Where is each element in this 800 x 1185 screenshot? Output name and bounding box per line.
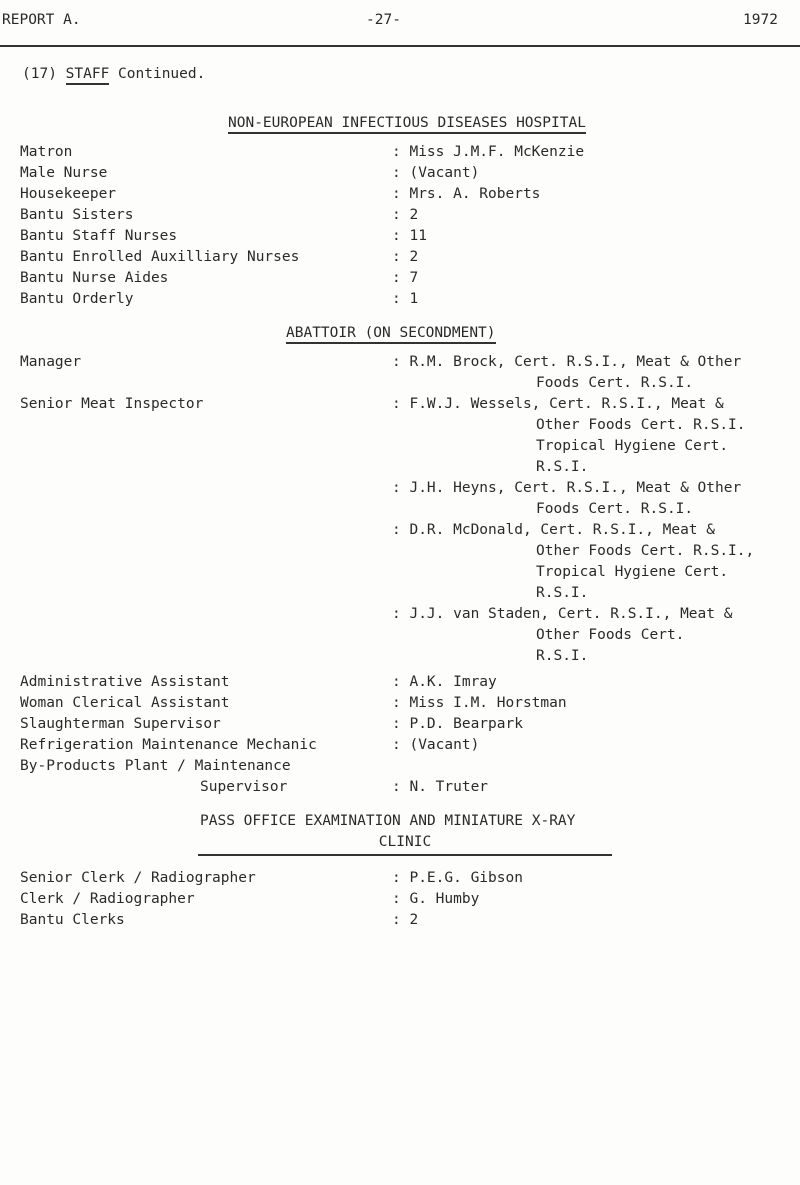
header-rule [0,45,800,47]
byproducts-value: : N. Truter [392,779,489,795]
report-year: 1972 [743,12,778,28]
hospital-row-value: : 2 [392,207,419,223]
section-title-suffix: Continued. [109,66,206,82]
hospital-heading-text: NON-EUROPEAN INFECTIOUS DISEASES HOSPITAL [228,115,586,134]
hospital-row-value: : 11 [392,228,427,244]
page-number: -27- [366,12,401,28]
abattoir-row-label: Administrative Assistant [20,674,230,690]
abattoir-row-value: : A.K. Imray [392,674,497,690]
abattoir-row-value: : (Vacant) [392,737,480,753]
inspector-label: Senior Meat Inspector [20,396,204,412]
pass-row-value: : P.E.G. Gibson [392,870,523,886]
abattoir-row-label: Woman Clerical Assistant [20,695,230,711]
inspector-line: : F.W.J. Wessels, Cert. R.S.I., Meat & [392,396,724,412]
report-label: REPORT A. [2,12,81,28]
abattoir-row-value: : Miss I.M. Horstman [392,695,567,711]
abattoir-heading [286,323,496,344]
inspector-cont: R.S.I. [536,459,589,475]
pass-row-label: Bantu Clerks [20,912,125,928]
byproducts-label: By-Products Plant / Maintenance [20,758,291,774]
inspector-cont: Other Foods Cert. R.S.I. [536,417,746,433]
byproducts-label-cont: Supervisor [200,779,288,795]
section-title [22,64,205,85]
hospital-row-label: Male Nurse [20,165,108,181]
manager-value: : R.M. Brock, Cert. R.S.I., Meat & Other [392,354,742,370]
pass-office-underline [198,854,612,856]
hospital-row-label: Bantu Sisters [20,207,134,223]
pass-row-value: : G. Humby [392,891,480,907]
hospital-row-value: : Miss J.M.F. McKenzie [392,144,585,160]
section-number: (17) [22,66,66,82]
hospital-row-label: Bantu Enrolled Auxilliary Nurses [20,249,300,265]
hospital-heading [228,113,586,134]
pass-office-heading-cont-text: CLINIC [378,834,432,850]
hospital-row-value: : 1 [392,291,419,307]
inspector-line: : D.R. McDonald, Cert. R.S.I., Meat & [392,522,716,538]
pass-row-label: Clerk / Radiographer [20,891,195,907]
hospital-row-label: Bantu Orderly [20,291,134,307]
hospital-row-label: Bantu Staff Nurses [20,228,178,244]
inspector-cont: R.S.I. [536,585,589,601]
hospital-row-label: Matron [20,144,73,160]
hospital-row-value: : 7 [392,270,419,286]
inspector-cont: Other Foods Cert. [536,627,685,643]
inspector-line: : J.H. Heyns, Cert. R.S.I., Meat & Other [392,480,742,496]
inspector-cont: Foods Cert. R.S.I. [536,501,694,517]
abattoir-row-label: Refrigeration Maintenance Mechanic [20,737,317,753]
inspector-cont: Other Foods Cert. R.S.I., [536,543,755,559]
hospital-row-label: Housekeeper [20,186,117,202]
pass-office-heading-cont [198,832,612,853]
inspector-cont: Tropical Hygiene Cert. [536,438,729,454]
hospital-row-value: : 2 [392,249,419,265]
abattoir-heading-text: ABATTOIR (ON SECONDMENT) [286,325,496,344]
manager-cont: Foods Cert. R.S.I. [536,375,694,391]
inspector-cont: Tropical Hygiene Cert. [536,564,729,580]
abattoir-row-value: : P.D. Bearpark [392,716,523,732]
hospital-row-value: : Mrs. A. Roberts [392,186,541,202]
pass-office-heading: PASS OFFICE EXAMINATION AND MINIATURE X-RAY [200,813,576,829]
pass-row-label: Senior Clerk / Radiographer [20,870,256,886]
hospital-row-value: : (Vacant) [392,165,480,181]
manager-label: Manager [20,354,82,370]
inspector-line: : J.J. van Staden, Cert. R.S.I., Meat & [392,606,733,622]
abattoir-row-label: Slaughterman Supervisor [20,716,221,732]
section-title-underlined: STAFF [66,66,110,85]
inspector-cont: R.S.I. [536,648,589,664]
pass-row-value: : 2 [392,912,419,928]
hospital-row-label: Bantu Nurse Aides [20,270,169,286]
